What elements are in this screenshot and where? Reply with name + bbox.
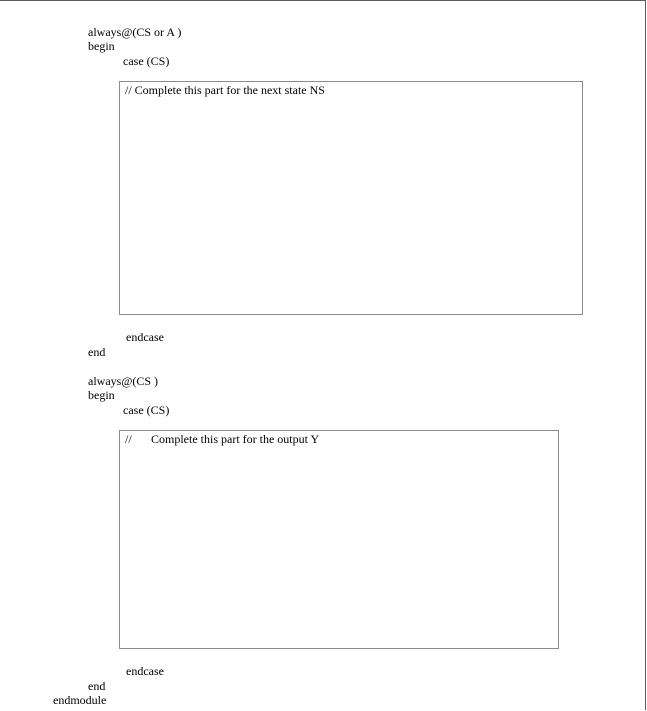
endmodule-keyword: endmodule xyxy=(53,693,107,707)
output-code-box[interactable] xyxy=(119,430,559,649)
next-state-comment: // Complete this part for the next state NS xyxy=(125,83,325,97)
output-comment-slashes: // xyxy=(125,432,132,446)
begin-keyword-2: begin xyxy=(88,388,115,402)
always-statement-2: always@(CS ) xyxy=(88,374,159,388)
endcase-keyword-2: endcase xyxy=(126,664,164,678)
output-comment-text: Complete this part for the output Y xyxy=(151,432,320,446)
end-keyword-2: end xyxy=(88,679,106,693)
next-state-code-box[interactable] xyxy=(119,81,583,315)
always-statement-1: always@(CS or A ) xyxy=(88,25,182,39)
endcase-keyword-1: endcase xyxy=(126,330,164,344)
end-keyword-1: end xyxy=(88,345,106,359)
case-statement-1: case (CS) xyxy=(123,54,170,68)
begin-keyword-1: begin xyxy=(88,39,115,53)
case-statement-2: case (CS) xyxy=(123,403,170,417)
